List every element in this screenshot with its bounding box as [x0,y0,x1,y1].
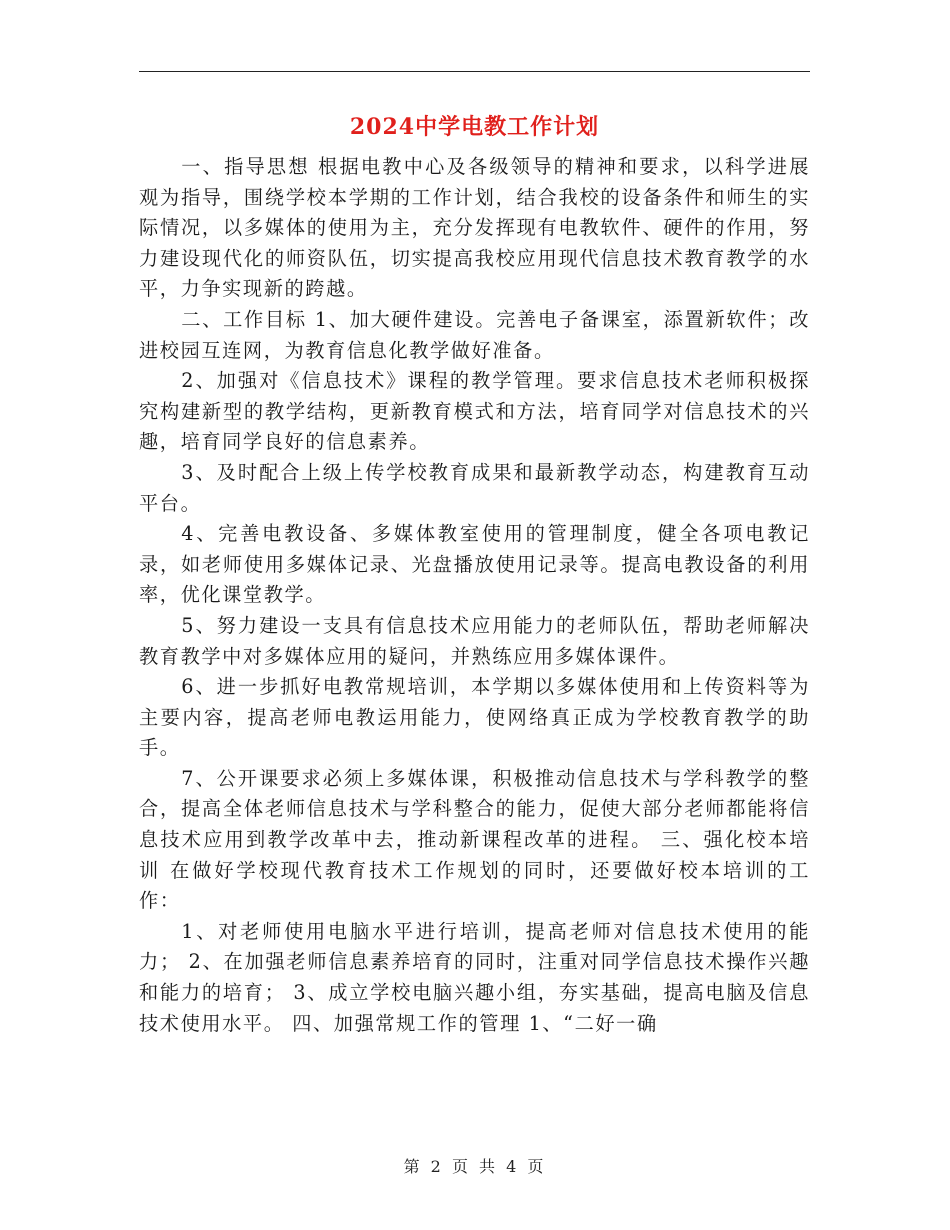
paragraph-open-class: 7、公开课要求必须上多媒体课，积极推动信息技术与学科教学的整合，提高全体老师信息技术与学科整合的能力，促使大部分老师都能将信息技术应用到教学改革中去，推动新课程改革的进程。 三、强化校本培训 在做好学校现代教育技术工作规划的同时，还要做好校本培训的工作： [139,766,810,913]
paragraph-training-items: 1、对老师使用电脑水平进行培训，提高老师对信息技术使用的能力； 2、在加强老师信息素养培育的同时，注重对同学信息技术操作兴趣和能力的培育； 3、成立学校电脑兴趣小组，夯实基础，提高电脑及信息技术使用水平。 四、加强常规工作的管理 1、“二好一确 [139,919,810,1035]
paragraph-teacher-team: 5、努力建设一支具有信息技术应用能力的老师队伍，帮助老师解决教育教学中对多媒体应用的疑问，并熟练应用多媒体课件。 [139,613,810,668]
paragraph-upload-results: 3、及时配合上级上传学校教育成果和最新教学动态，构建教育互动平台。 [139,460,810,515]
paragraph-work-goals: 二、工作目标 1、加大硬件建设。完善电子备课室，添置新软件；改进校园互连网，为教育信息化教学做好准备。 [139,307,810,362]
paragraph-guiding-ideology: 一、指导思想 根据电教中心及各级领导的精神和要求，以科学进展观为指导，围绕学校本学期的工作计划，结合我校的设备条件和师生的实际情况，以多媒体的使用为主，充分发挥现有电教软件、硬件的作用，努力建设现代化的师资队伍，切实提高我校应用现代信息技术教育教学的水平，力争实现新的跨越。 [139,155,810,301]
paragraph-equipment-management: 4、完善电教设备、多媒体教室使用的管理制度，健全各项电教记录，如老师使用多媒体记录、光盘播放使用记录等。提高电教设备的利用率，优化课堂教学。 [139,522,810,607]
paragraph-it-course: 2、加强对《信息技术》课程的教学管理。要求信息技术老师积极探究构建新型的教学结构，更新教育模式和方法，培育同学对信息技术的兴趣，培育同学良好的信息素养。 [139,369,810,454]
header-rule [139,71,810,72]
paragraph-routine-training: 6、进一步抓好电教常规培训，本学期以多媒体使用和上传资料等为主要内容，提高老师电教运用能力，使网络真正成为学校教育教学的助手。 [139,675,810,760]
page-number: 第 2 页 共 4 页 [403,1157,547,1176]
document-title: 2024中学电教工作计划 [349,114,600,140]
document-body [139,152,810,1039]
